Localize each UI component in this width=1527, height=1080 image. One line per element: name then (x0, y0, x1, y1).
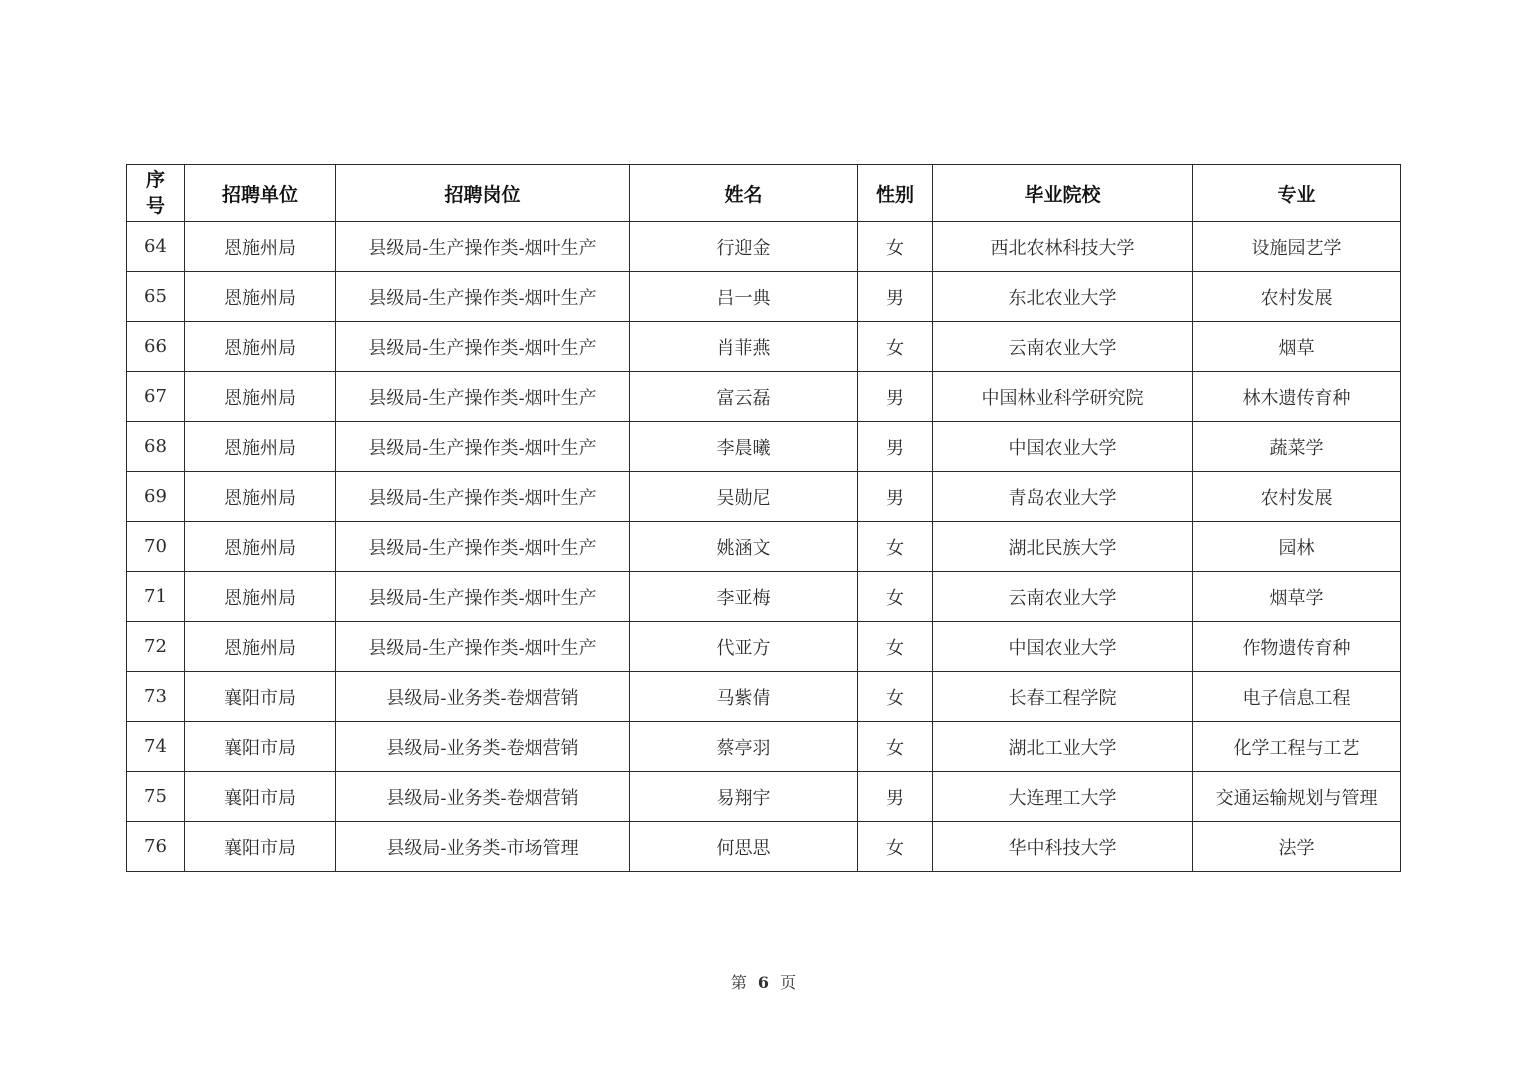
header-gender: 性别 (858, 165, 933, 222)
cell-gender: 男 (858, 372, 933, 422)
cell-gender: 女 (858, 822, 933, 872)
cell-school: 长春工程学院 (933, 672, 1193, 722)
cell-position: 县级局-生产操作类-烟叶生产 (336, 322, 630, 372)
table-body (127, 222, 1401, 872)
cell-major: 烟草学 (1193, 572, 1401, 622)
cell-name: 代亚方 (630, 622, 858, 672)
cell-unit: 襄阳市局 (185, 722, 336, 772)
cell-position: 县级局-生产操作类-烟叶生产 (336, 372, 630, 422)
cell-position: 县级局-业务类-卷烟营销 (336, 772, 630, 822)
cell-seq: 66 (127, 322, 185, 372)
cell-gender: 男 (858, 772, 933, 822)
cell-unit: 恩施州局 (185, 422, 336, 472)
cell-gender: 男 (858, 472, 933, 522)
recruitment-table (126, 164, 1401, 872)
cell-unit: 恩施州局 (185, 322, 336, 372)
cell-unit: 襄阳市局 (185, 822, 336, 872)
cell-major: 交通运输规划与管理 (1193, 772, 1401, 822)
table-row (127, 672, 1401, 722)
table-header (127, 165, 1401, 222)
cell-unit: 恩施州局 (185, 272, 336, 322)
cell-school: 华中科技大学 (933, 822, 1193, 872)
cell-position: 县级局-生产操作类-烟叶生产 (336, 422, 630, 472)
cell-name: 马紫倩 (630, 672, 858, 722)
page-number-suffix: 页 (780, 973, 797, 992)
cell-major: 农村发展 (1193, 272, 1401, 322)
cell-position: 县级局-生产操作类-烟叶生产 (336, 622, 630, 672)
cell-gender: 女 (858, 672, 933, 722)
cell-major: 农村发展 (1193, 472, 1401, 522)
page-number: 6 (757, 973, 770, 992)
cell-school: 云南农业大学 (933, 572, 1193, 622)
cell-position: 县级局-生产操作类-烟叶生产 (336, 222, 630, 272)
table-row (127, 472, 1401, 522)
table-row (127, 622, 1401, 672)
table-row (127, 822, 1401, 872)
cell-school: 中国农业大学 (933, 622, 1193, 672)
cell-seq: 70 (127, 522, 185, 572)
cell-seq: 68 (127, 422, 185, 472)
header-name: 姓名 (630, 165, 858, 222)
cell-school: 中国农业大学 (933, 422, 1193, 472)
cell-gender: 男 (858, 272, 933, 322)
cell-major: 园林 (1193, 522, 1401, 572)
cell-seq: 76 (127, 822, 185, 872)
cell-seq: 72 (127, 622, 185, 672)
cell-gender: 女 (858, 572, 933, 622)
cell-unit: 襄阳市局 (185, 772, 336, 822)
cell-name: 富云磊 (630, 372, 858, 422)
table-row (127, 422, 1401, 472)
cell-school: 湖北民族大学 (933, 522, 1193, 572)
cell-major: 蔬菜学 (1193, 422, 1401, 472)
table-row (127, 522, 1401, 572)
cell-major: 烟草 (1193, 322, 1401, 372)
cell-position: 县级局-生产操作类-烟叶生产 (336, 572, 630, 622)
cell-school: 西北农林科技大学 (933, 222, 1193, 272)
cell-name: 行迎金 (630, 222, 858, 272)
cell-major: 作物遗传育种 (1193, 622, 1401, 672)
cell-gender: 女 (858, 222, 933, 272)
cell-major: 林木遗传育种 (1193, 372, 1401, 422)
cell-name: 肖菲燕 (630, 322, 858, 372)
cell-name: 李亚梅 (630, 572, 858, 622)
cell-school: 东北农业大学 (933, 272, 1193, 322)
cell-major: 化学工程与工艺 (1193, 722, 1401, 772)
cell-name: 吕一典 (630, 272, 858, 322)
cell-name: 蔡亭羽 (630, 722, 858, 772)
header-row (127, 165, 1401, 222)
cell-name: 李晨曦 (630, 422, 858, 472)
cell-unit: 恩施州局 (185, 522, 336, 572)
table-row (127, 322, 1401, 372)
cell-seq: 75 (127, 772, 185, 822)
cell-seq: 67 (127, 372, 185, 422)
cell-school: 湖北工业大学 (933, 722, 1193, 772)
cell-position: 县级局-业务类-市场管理 (336, 822, 630, 872)
cell-name: 易翔宇 (630, 772, 858, 822)
cell-position: 县级局-业务类-卷烟营销 (336, 672, 630, 722)
page-number-prefix: 第 (730, 973, 747, 992)
cell-name: 何思思 (630, 822, 858, 872)
cell-position: 县级局-生产操作类-烟叶生产 (336, 472, 630, 522)
cell-school: 中国林业科学研究院 (933, 372, 1193, 422)
header-major: 专业 (1193, 165, 1401, 222)
cell-unit: 恩施州局 (185, 222, 336, 272)
cell-unit: 恩施州局 (185, 472, 336, 522)
cell-name: 吴勋尼 (630, 472, 858, 522)
cell-position: 县级局-业务类-卷烟营销 (336, 722, 630, 772)
header-position: 招聘岗位 (336, 165, 630, 222)
cell-gender: 女 (858, 622, 933, 672)
cell-major: 法学 (1193, 822, 1401, 872)
cell-gender: 女 (858, 522, 933, 572)
cell-gender: 女 (858, 322, 933, 372)
cell-unit: 恩施州局 (185, 622, 336, 672)
cell-seq: 71 (127, 572, 185, 622)
header-seq-line1: 序 (145, 169, 165, 191)
cell-unit: 襄阳市局 (185, 672, 336, 722)
table-row (127, 772, 1401, 822)
cell-school: 青岛农业大学 (933, 472, 1193, 522)
cell-unit: 恩施州局 (185, 572, 336, 622)
cell-gender: 女 (858, 722, 933, 772)
header-seq-line2: 号 (145, 195, 165, 217)
cell-seq: 74 (127, 722, 185, 772)
table-row (127, 222, 1401, 272)
cell-major: 电子信息工程 (1193, 672, 1401, 722)
table-row (127, 572, 1401, 622)
table-row (127, 722, 1401, 772)
cell-school: 云南农业大学 (933, 322, 1193, 372)
cell-name: 姚涵文 (630, 522, 858, 572)
cell-position: 县级局-生产操作类-烟叶生产 (336, 272, 630, 322)
cell-school: 大连理工大学 (933, 772, 1193, 822)
header-school: 毕业院校 (933, 165, 1193, 222)
cell-seq: 69 (127, 472, 185, 522)
cell-seq: 64 (127, 222, 185, 272)
table-row (127, 372, 1401, 422)
page-footer (0, 970, 1527, 993)
cell-gender: 男 (858, 422, 933, 472)
header-unit: 招聘单位 (185, 165, 336, 222)
cell-major: 设施园艺学 (1193, 222, 1401, 272)
cell-position: 县级局-生产操作类-烟叶生产 (336, 522, 630, 572)
cell-seq: 73 (127, 672, 185, 722)
cell-unit: 恩施州局 (185, 372, 336, 422)
cell-seq: 65 (127, 272, 185, 322)
header-seq (127, 165, 185, 222)
table-row (127, 272, 1401, 322)
